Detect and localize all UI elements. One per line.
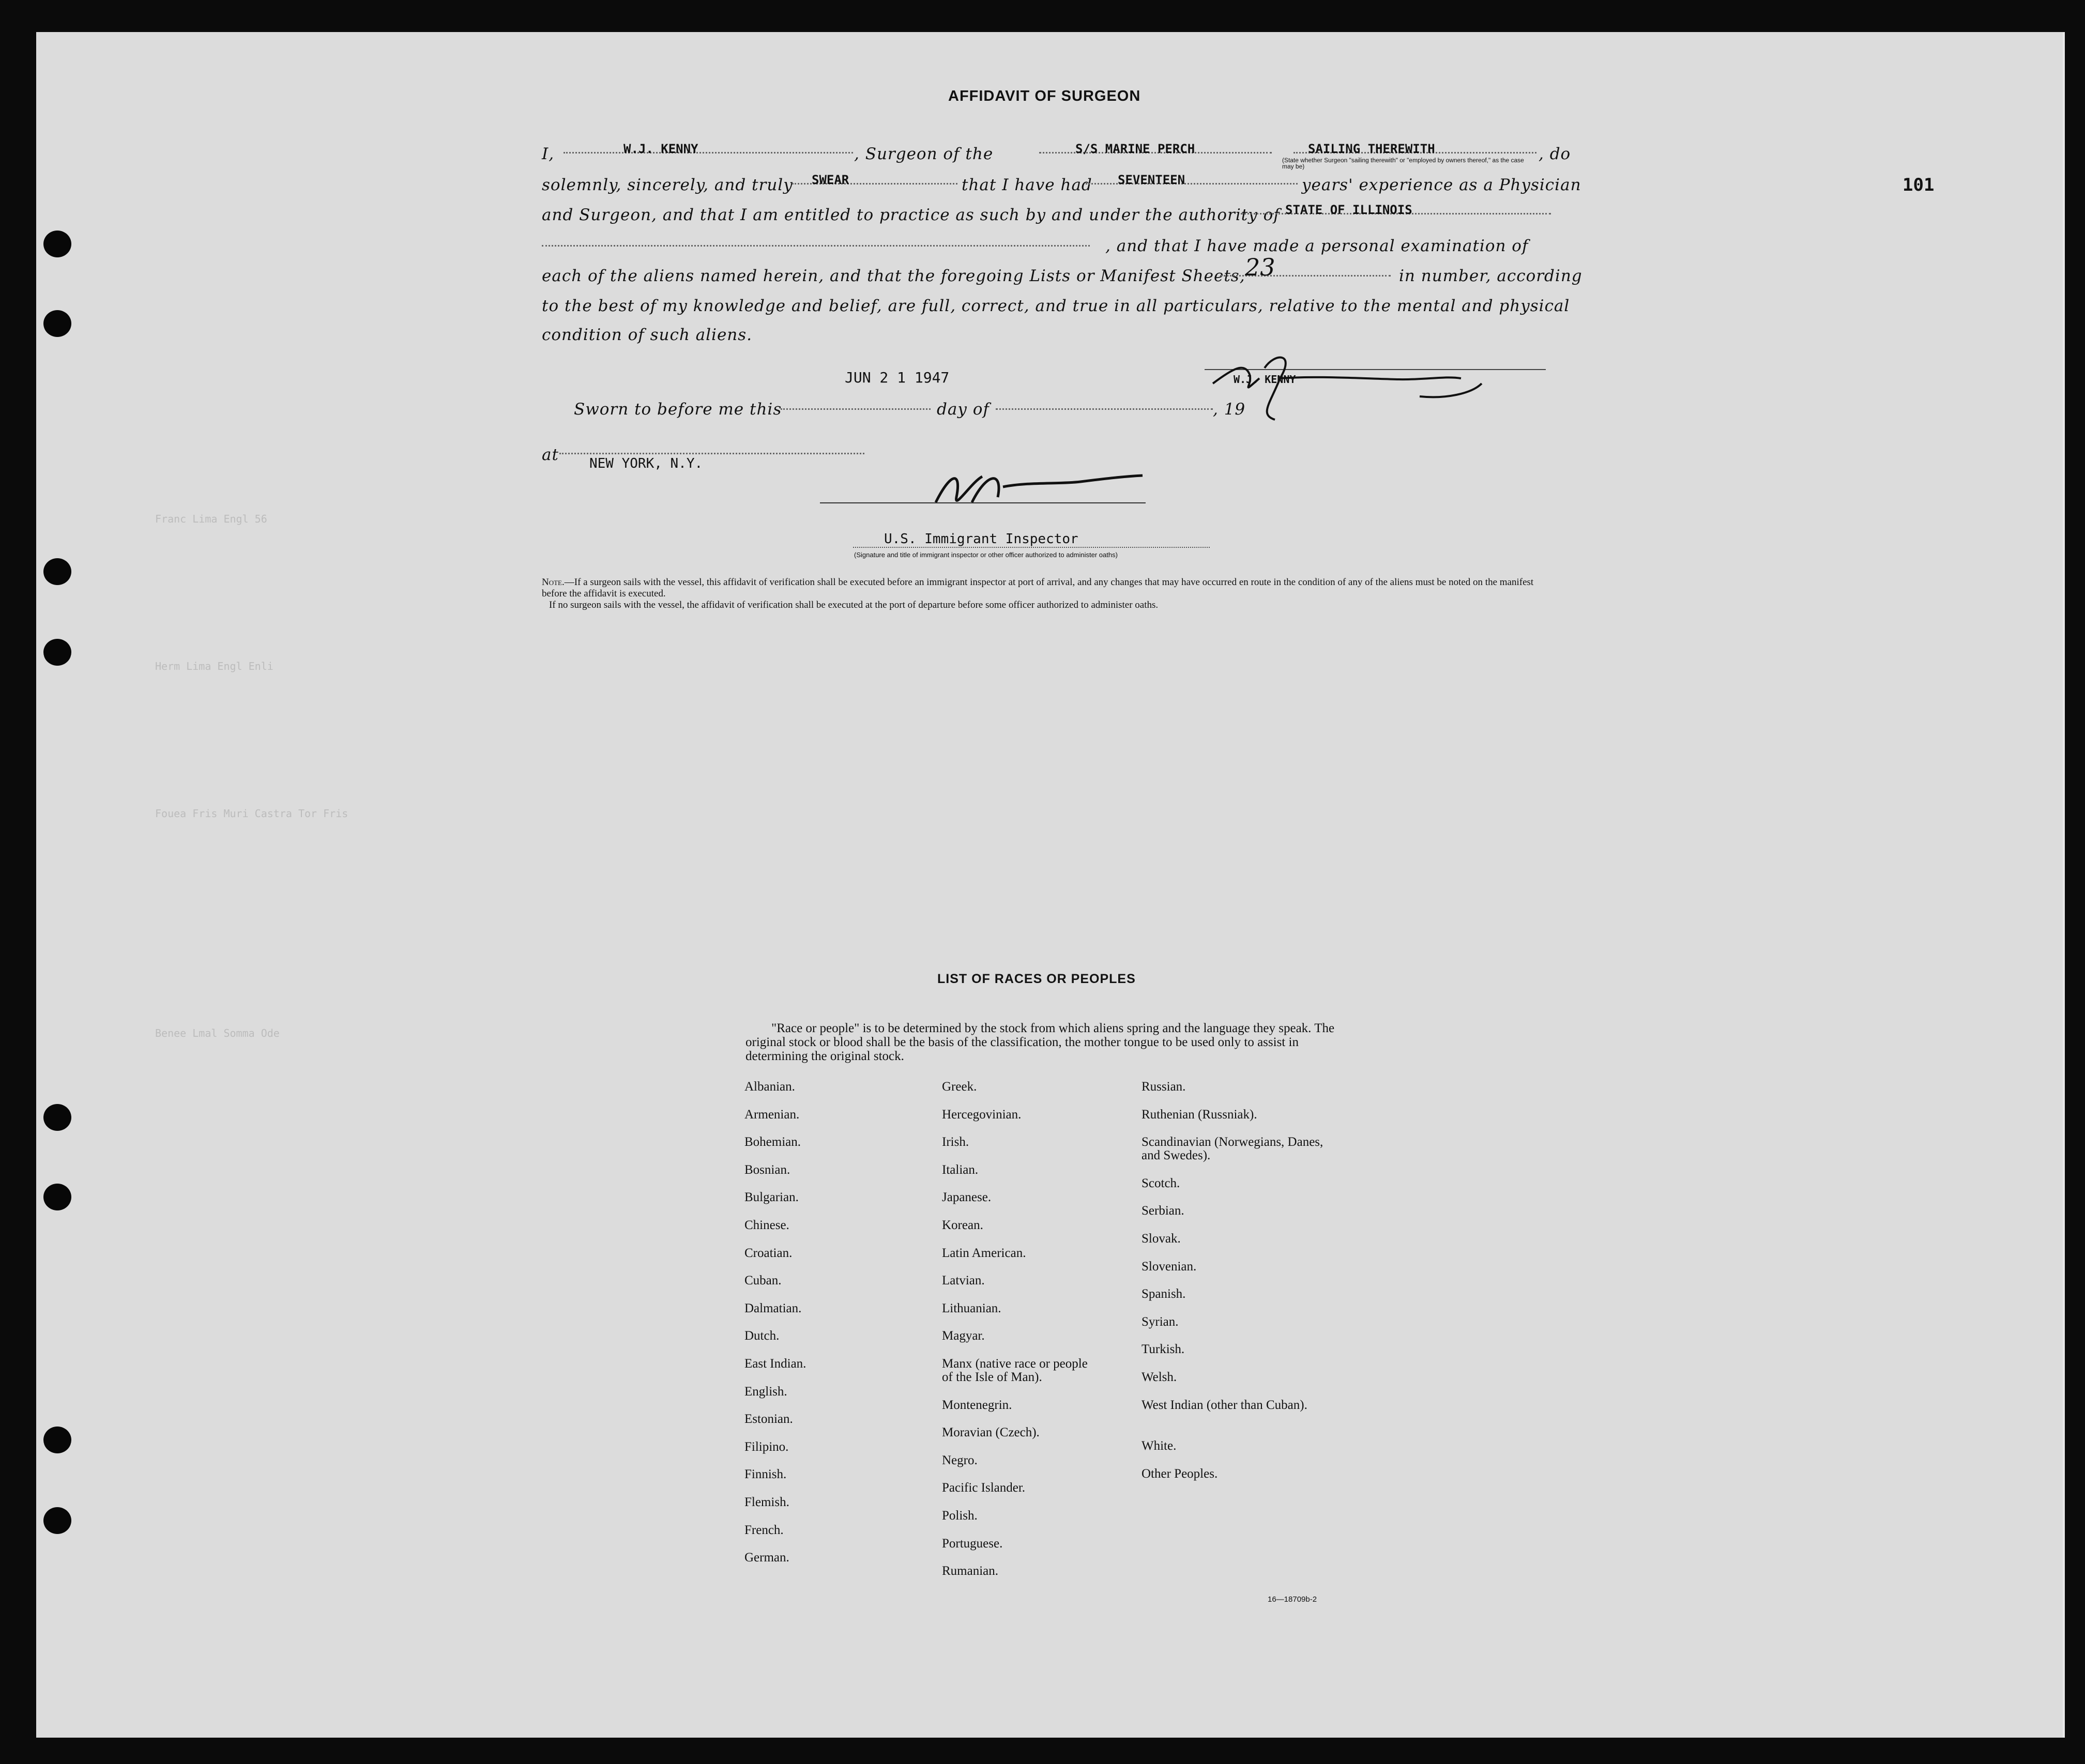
races-intro: "Race or people" is to be determined by the stock from which aliens spring and the language they speak. The original stock or blood shall be the basis of the classification, the mother tongue to be used only to assist in determining the original stock. xyxy=(745,1021,1335,1063)
bleed-through-text: Fouea Fris Muri Castra Tor Fris xyxy=(155,807,348,820)
race-item: Bosnian. xyxy=(744,1162,790,1177)
surgeon-signature-typed: W.J. KENNY xyxy=(1234,373,1296,386)
years-experience: SEVENTEEN xyxy=(1118,173,1185,187)
race-item: Portuguese. xyxy=(942,1536,1003,1551)
bleed-through-text: Herm Lima Engl Enli xyxy=(155,660,273,672)
race-item: Pacific Islander. xyxy=(942,1481,1026,1495)
authority-continuation-line xyxy=(542,245,1090,247)
race-item: Scotch. xyxy=(1142,1176,1180,1190)
inspector-title: U.S. Immigrant Inspector xyxy=(884,531,1078,547)
race-item: Scandinavian (Norwegians, Danes, and Swedes). xyxy=(1142,1135,1323,1163)
status-instructions: (State whether Surgeon "sailing therewith" or "employed by owners thereof," as the case may be) xyxy=(1282,157,1524,170)
race-item: Finnish. xyxy=(744,1467,787,1482)
race-item: Slovenian. xyxy=(1142,1259,1197,1274)
race-item: Polish. xyxy=(942,1509,978,1523)
race-item: Chinese. xyxy=(744,1218,789,1232)
vessel-name: S/S MARINE PERCH xyxy=(1075,142,1195,156)
race-item: Manx (native race or people of the Isle of Man). xyxy=(942,1357,1088,1384)
race-item: White. xyxy=(1142,1439,1177,1453)
race-item: Rumanian. xyxy=(942,1564,999,1578)
race-item: Montenegrin. xyxy=(942,1398,1012,1412)
surgeon-signature xyxy=(1203,347,1492,425)
race-item: French. xyxy=(744,1523,784,1537)
race-item: English. xyxy=(744,1384,787,1399)
race-item: Bohemian. xyxy=(744,1135,801,1149)
race-item: Spanish. xyxy=(1142,1287,1186,1301)
binder-hole xyxy=(43,231,71,257)
race-item: Latin American. xyxy=(942,1246,1026,1260)
race-item: Cuban. xyxy=(744,1274,782,1288)
sworn-month-line xyxy=(996,408,1213,410)
race-item: Lithuanian. xyxy=(942,1301,1001,1315)
race-item: Korean. xyxy=(942,1218,983,1232)
binder-hole xyxy=(43,1184,71,1210)
binder-hole xyxy=(43,639,71,666)
inspector-title-line xyxy=(853,547,1210,548)
inspector-caption: (Signature and title of immigrant inspector or other officer authorized to administer oaths) xyxy=(854,551,1118,559)
race-item: Ruthenian (Russniak). xyxy=(1142,1107,1257,1122)
race-item: Other Peoples. xyxy=(1142,1466,1218,1481)
race-item: Armenian. xyxy=(744,1107,800,1122)
bleed-through-text: Franc Lima Engl 56 xyxy=(155,513,267,525)
binder-hole xyxy=(43,1104,71,1131)
binder-hole xyxy=(43,1426,71,1453)
surgeon-name: W.J. KENNY xyxy=(623,142,698,156)
place-stamp: NEW YORK, N.Y. xyxy=(589,456,703,471)
label-at: at xyxy=(542,446,559,464)
place-line xyxy=(559,453,864,454)
label-surgeon-of: , Surgeon of the xyxy=(854,145,994,163)
label-and-surgeon: and Surgeon, and that I am entitled to practice as such by and under the authority of xyxy=(542,206,1280,224)
inspector-signature xyxy=(925,461,1163,518)
label-sworn: Sworn to before me this xyxy=(574,400,782,419)
note-text-arrival: —If a surgeon sails with the vessel, this affidavit of verification shall be executed before an immigrant inspector at port of arrival, and any changes that may have occurred en route in the condition of any of the aliens must be noted on the manifest before the affidavit is executed. xyxy=(542,577,1534,599)
race-item: Russian. xyxy=(1142,1080,1186,1094)
race-item: Japanese. xyxy=(942,1190,992,1205)
race-item: Albanian. xyxy=(744,1080,795,1094)
binder-hole xyxy=(43,310,71,337)
form-number: 16—18709b-2 xyxy=(1268,1595,1317,1604)
oath-type: SWEAR xyxy=(812,173,849,187)
label-solemnly: solemnly, sincerely, and truly xyxy=(542,176,793,194)
label-each-of: each of the aliens named herein, and that the foregoing Lists or Manifest Sheets, xyxy=(542,267,1245,285)
inspector-signature-line xyxy=(820,502,1146,503)
affidavit-note xyxy=(542,577,1540,611)
race-item: Flemish. xyxy=(744,1495,789,1509)
race-item: Negro. xyxy=(942,1453,978,1467)
race-item: Moravian (Czech). xyxy=(942,1425,1040,1440)
surgeon-status: SAILING THEREWITH xyxy=(1308,142,1435,156)
race-item: Latvian. xyxy=(942,1274,985,1288)
race-item: Dutch. xyxy=(744,1329,780,1343)
page-number: 101 xyxy=(1903,175,1935,195)
label-do: , do xyxy=(1539,145,1571,163)
race-item: Hercegovinian. xyxy=(942,1107,1022,1122)
sworn-day-line xyxy=(781,408,931,410)
race-item: Irish. xyxy=(942,1135,969,1149)
race-item: Turkish. xyxy=(1142,1342,1185,1357)
label-condition: condition of such aliens. xyxy=(542,326,753,344)
date-stamp: JUN 2 1 1947 xyxy=(845,369,950,386)
race-item: Syrian. xyxy=(1142,1314,1179,1329)
races-title: LIST OF RACES OR PEOPLES xyxy=(937,972,1136,986)
label-in-number: in number, according xyxy=(1399,267,1582,285)
race-item: Serbian. xyxy=(1142,1204,1184,1218)
race-item: Magyar. xyxy=(942,1329,985,1343)
label-that-i-have-had: that I have had xyxy=(962,176,1092,194)
race-item: Welsh. xyxy=(1142,1370,1177,1384)
bleed-through-text: Benee Lmal Somma Ode xyxy=(155,1027,280,1039)
race-item: Croatian. xyxy=(744,1246,793,1260)
label-to-the-best: to the best of my knowledge and belief, are full, correct, and true in all particulars, relative to the mental and physical xyxy=(542,297,1570,315)
race-item: Greek. xyxy=(942,1080,977,1094)
note-label: Note. xyxy=(542,577,565,588)
race-item: Italian. xyxy=(942,1162,979,1177)
label-19: , 19 xyxy=(1213,400,1246,419)
licensing-authority: STATE OF ILLINOIS xyxy=(1285,203,1412,217)
race-item: German. xyxy=(744,1551,789,1565)
race-item: Estonian. xyxy=(744,1412,793,1426)
affidavit-title: AFFIDAVIT OF SURGEON xyxy=(948,88,1141,104)
binder-hole xyxy=(43,558,71,585)
race-item: Slovak. xyxy=(1142,1232,1181,1246)
binder-hole xyxy=(43,1507,71,1534)
note-text-departure: If no surgeon sails with the vessel, the affidavit of verification shall be executed at the port of departure before some officer authorized to administer oaths. xyxy=(549,600,1159,610)
label-personal-exam: , and that I have made a personal examination of xyxy=(1105,237,1529,255)
label-day-of: day of xyxy=(937,400,990,419)
surgeon-name-line xyxy=(564,152,853,154)
race-item: Bulgarian. xyxy=(744,1190,799,1205)
race-item: West Indian (other than Cuban). xyxy=(1142,1398,1307,1412)
manifest-sheet xyxy=(36,32,2065,1738)
label-years-experience: years' experience as a Physician xyxy=(1302,176,1581,194)
race-item: East Indian. xyxy=(744,1357,806,1371)
sheets-count: 23 xyxy=(1245,253,1275,281)
label-i: I, xyxy=(542,145,555,163)
race-item: Dalmatian. xyxy=(744,1301,802,1315)
race-item: Filipino. xyxy=(744,1439,789,1454)
